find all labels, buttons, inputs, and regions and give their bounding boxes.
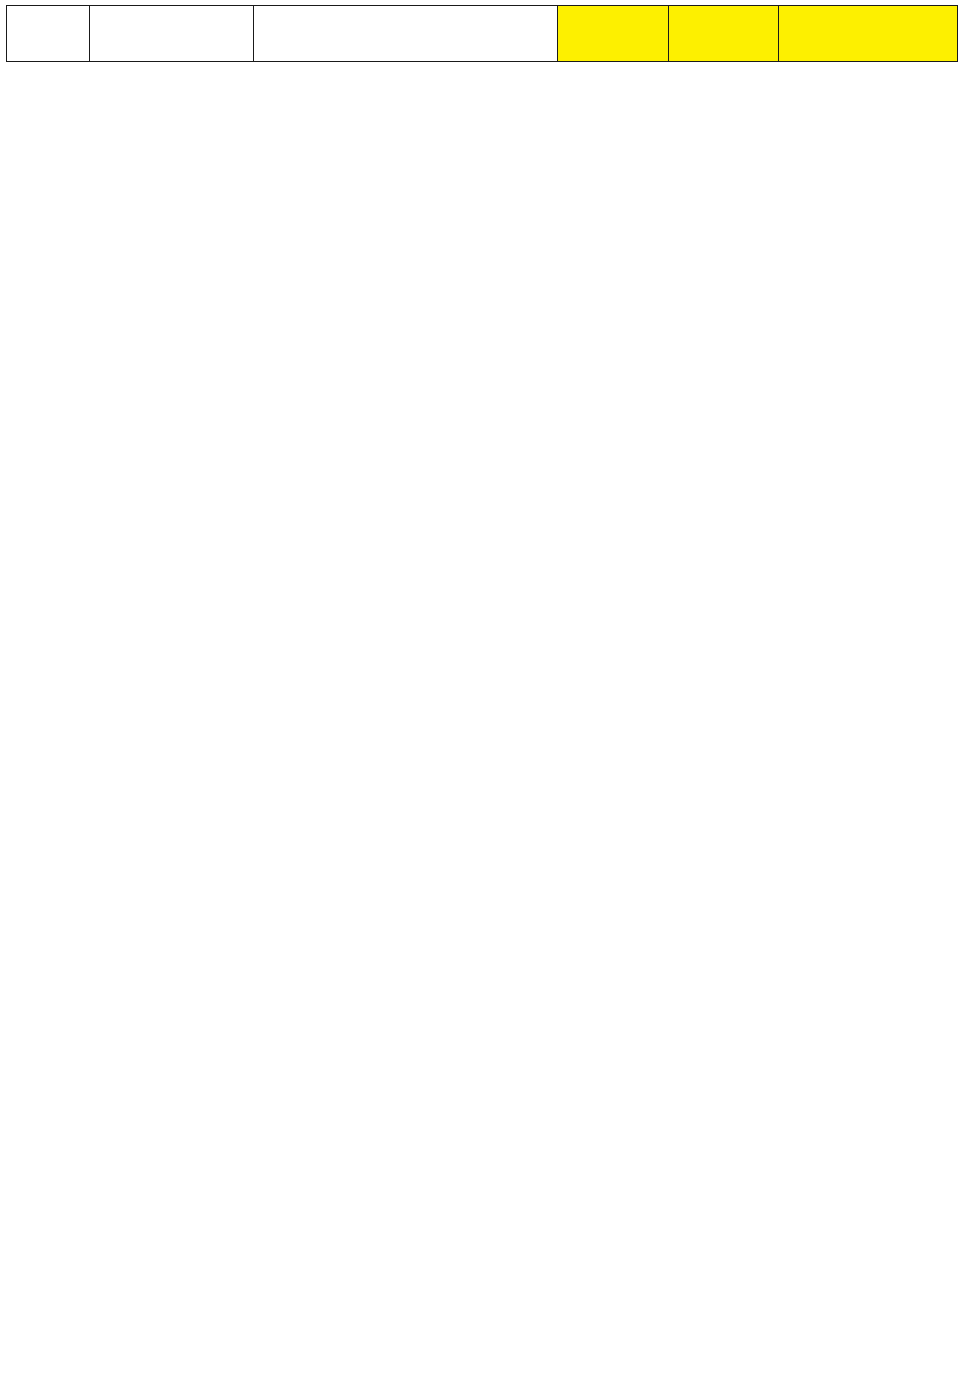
status-cell — [779, 6, 958, 62]
number-cell — [7, 6, 90, 62]
percent-cell — [669, 6, 779, 62]
school-cell — [254, 6, 558, 62]
table-row-continued — [7, 6, 958, 62]
results-table-body — [7, 6, 958, 62]
name-cell — [90, 6, 254, 62]
points-cell — [558, 6, 669, 62]
results-table — [6, 5, 958, 62]
